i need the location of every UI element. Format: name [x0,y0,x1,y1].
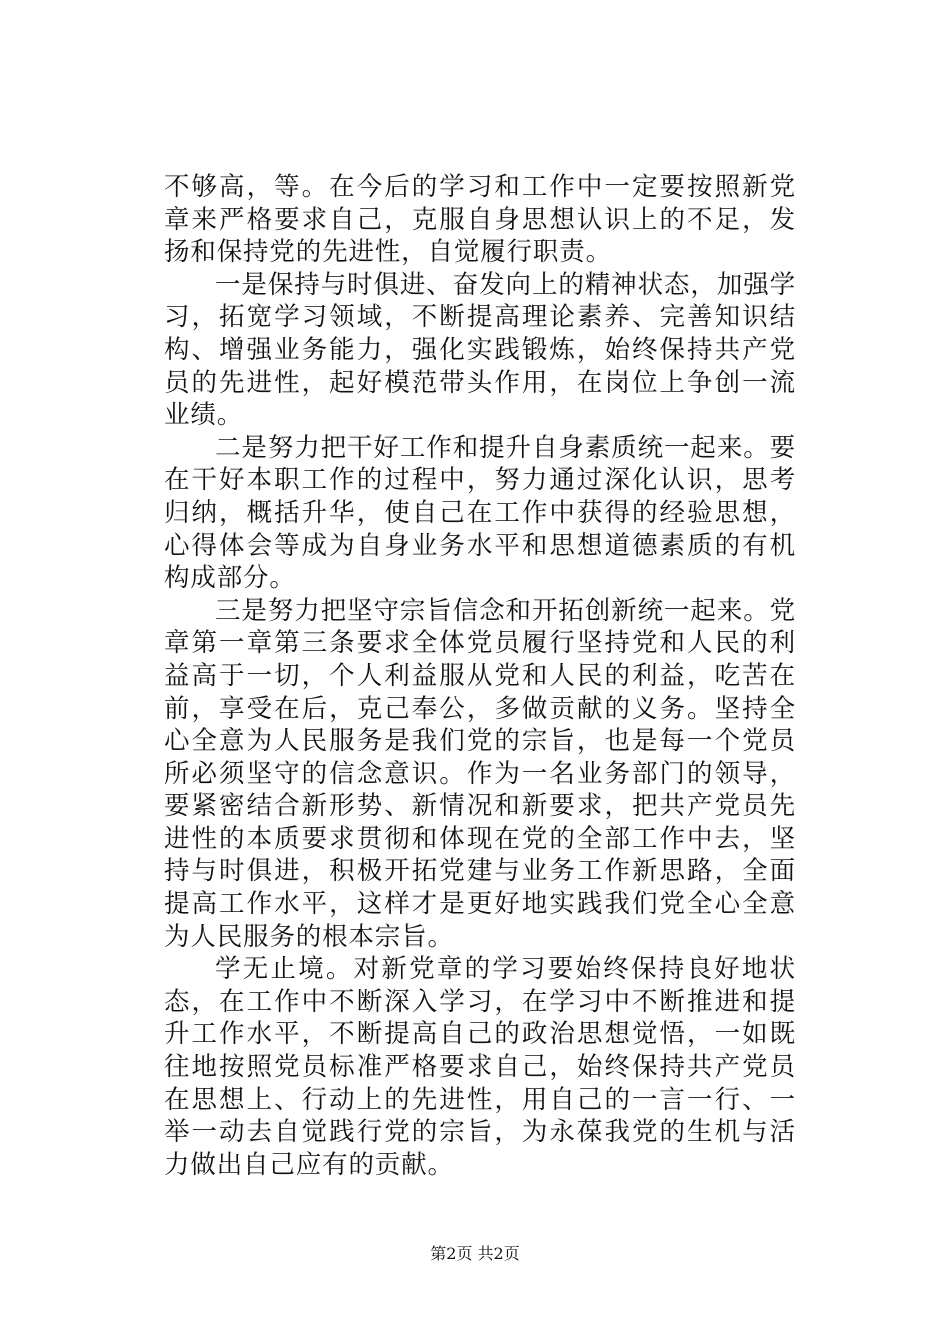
document-body [164,171,796,1181]
paragraph-5: 学无止境。对新党章的学习要始终保持良好地状态，在工作中不断深入学习，在学习中不断推进和提升工作水平，不断提高自己的政治思想觉悟，一如既往地按照党员标准严格要求自己，始终保持共产党员在思想上、行动上的先进性，用自己的一言一行、一举一动去自觉践行党的宗旨，为永葆我党的生机与活力做出自己应有的贡献。 [164,954,796,1180]
paragraph-3: 二是努力把干好工作和提升自身素质统一起来。要在干好本职工作的过程中，努力通过深化认识，思考归纳，概括升华，使自己在工作中获得的经验思想，心得体会等成为自身业务水平和思想道德素质的有机构成部分。 [164,432,796,594]
paragraph-2: 一是保持与时俱进、奋发向上的精神状态，加强学习，拓宽学习领域，不断提高理论素养、完善知识结构、增强业务能力，强化实践锻炼，始终保持共产党员的先进性，起好模范带头作用，在岗位上争创一流业绩。 [164,269,796,431]
paragraph-4: 三是努力把坚守宗旨信念和开拓创新统一起来。党章第一章第三条要求全体党员履行坚持党和人民的利益高于一切，个人利益服从党和人民的利益，吃苦在前，享受在后，克己奉公，多做贡献的义务。坚持全心全意为人民服务是我们党的宗旨，也是每一个党员所必须坚守的信念意识。作为一名业务部门的领导，要紧密结合新形势、新情况和新要求，把共产党员先进性的本质要求贯彻和体现在党的全部工作中去，坚持与时俱进，积极开拓党建与业务工作新思路，全面提高工作水平，这样才是更好地实践我们党全心全意为人民服务的根本宗旨。 [164,595,796,952]
page-number-footer: 第2页 共2页 [430,1244,520,1263]
paragraph-1: 不够高，等。在今后的学习和工作中一定要按照新党章来严格要求自己，克服自身思想认识上的不足，发扬和保持党的先进性，自觉履行职责。 [164,172,796,268]
